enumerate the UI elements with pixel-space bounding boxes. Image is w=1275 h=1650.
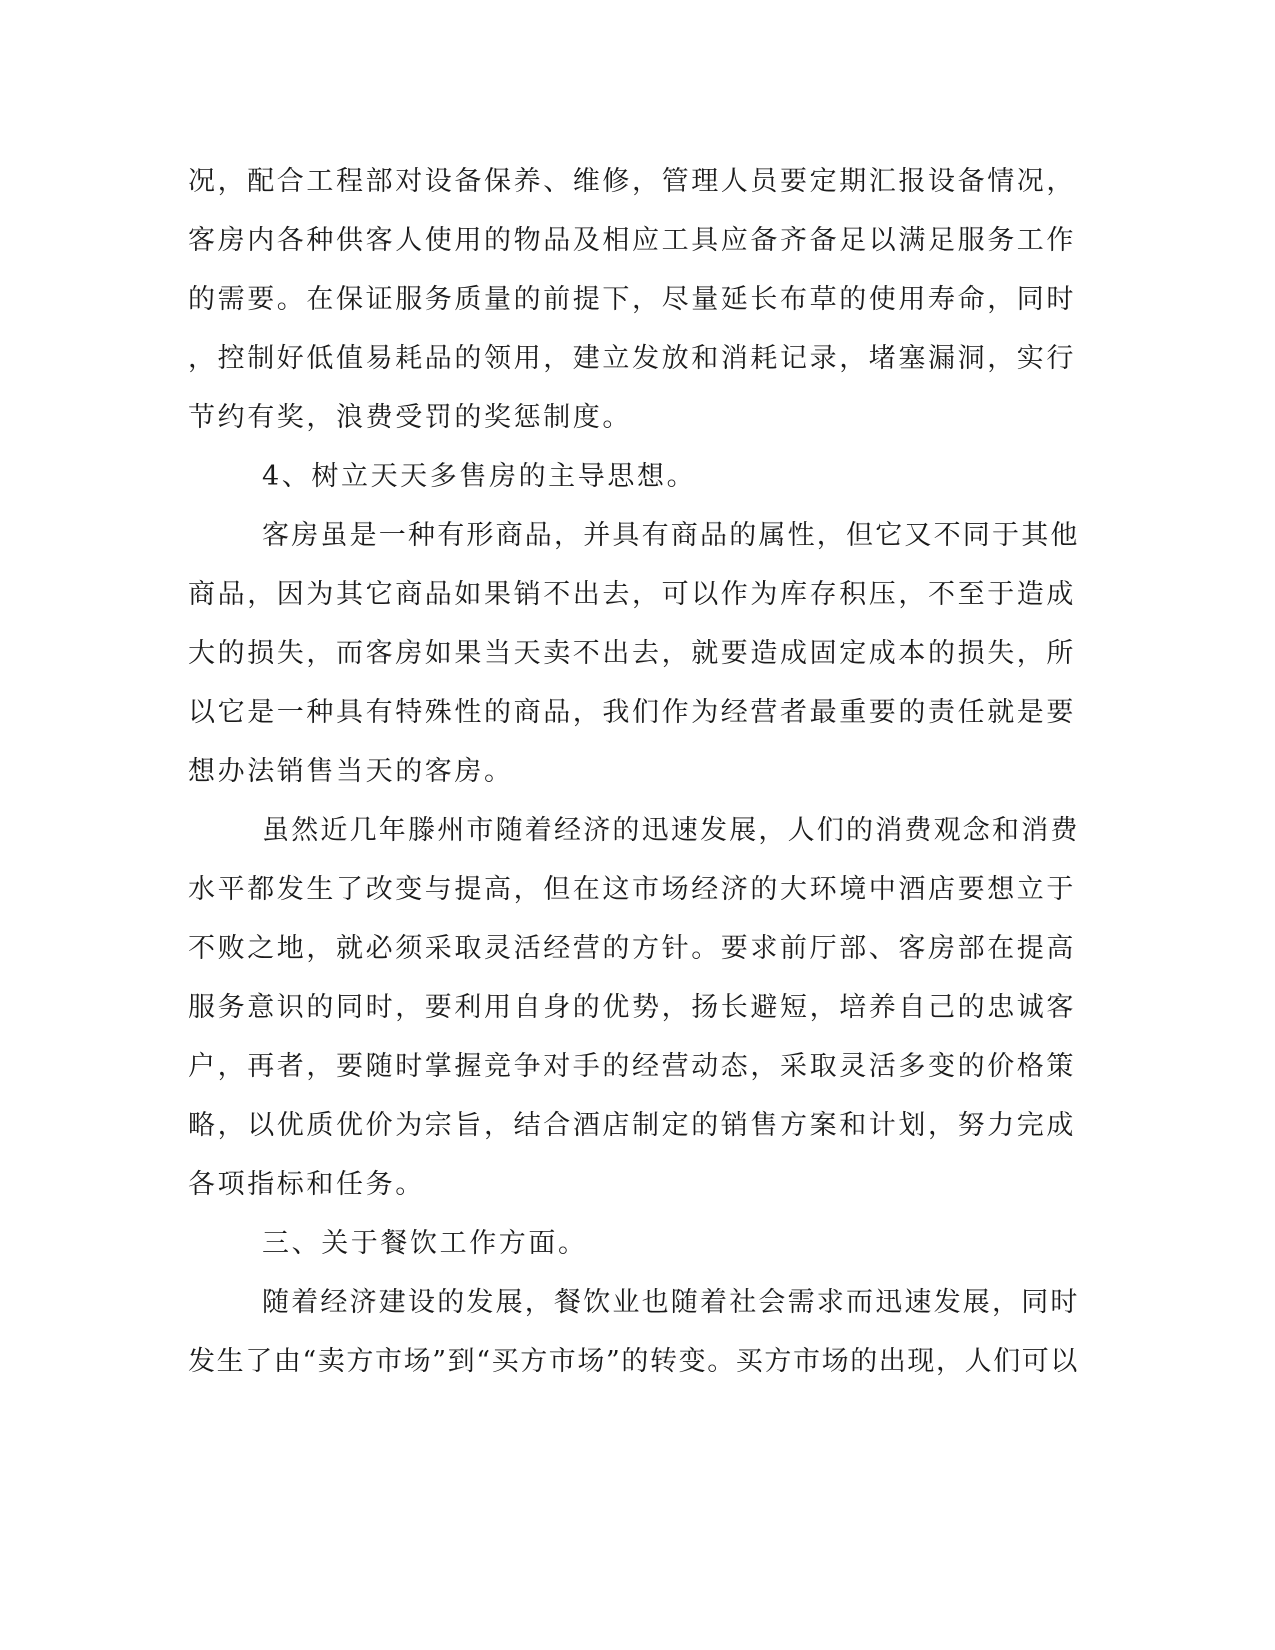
text-line: 商品，因为其它商品如果销不出去，可以作为库存积压，不至于造成 — [188, 579, 1076, 610]
text-line: 客房虽是一种有形商品，并具有商品的属性，但它又不同于其他 — [262, 520, 1080, 551]
section-heading: 4、树立天天多售房的主导思想。 — [262, 461, 697, 492]
text-line: 客房内各种供客人使用的物品及相应工具应备齐备足以满足服务工作 — [188, 225, 1076, 256]
text-line: 不败之地，就必须采取灵活经营的方针。要求前厅部、客房部在提高 — [188, 933, 1076, 964]
text-line: ，控制好低值易耗品的领用，建立发放和消耗记录，堵塞漏洞，实行 — [188, 343, 1076, 374]
text-line: 随着经济建设的发展，餐饮业也随着社会需求而迅速发展，同时 — [262, 1287, 1080, 1318]
text-line: 服务意识的同时，要利用自身的优势，扬长避短，培养自己的忠诚客 — [188, 992, 1076, 1023]
text-line: 况，配合工程部对设备保养、维修，管理人员要定期汇报设备情况， — [188, 166, 1076, 197]
text-line: 的需要。在保证服务质量的前提下，尽量延长布草的使用寿命，同时 — [188, 284, 1076, 315]
text-line: 想办法销售当天的客房。 — [188, 756, 514, 787]
text-line: 水平都发生了改变与提高，但在这市场经济的大环境中酒店要想立于 — [188, 874, 1076, 905]
text-line: 节约有奖，浪费受罚的奖惩制度。 — [188, 402, 632, 433]
text-line: 以它是一种具有特殊性的商品，我们作为经营者最重要的责任就是要 — [188, 697, 1076, 728]
text-line: 户，再者，要随时掌握竞争对手的经营动态，采取灵活多变的价格策 — [188, 1051, 1076, 1082]
text-line: 略，以优质优价为宗旨，结合酒店制定的销售方案和计划，努力完成 — [188, 1110, 1076, 1141]
text-line: 各项指标和任务。 — [188, 1169, 425, 1200]
section-heading: 三、关于餐饮工作方面。 — [262, 1228, 588, 1259]
text-line: 大的损失，而客房如果当天卖不出去，就要造成固定成本的损失，所 — [188, 638, 1076, 669]
text-line: 虽然近几年滕州市随着经济的迅速发展，人们的消费观念和消费 — [262, 815, 1080, 846]
text-line: 发生了由“卖方市场”到“买方市场”的转变。买方市场的出现，人们可以 — [188, 1346, 1080, 1377]
